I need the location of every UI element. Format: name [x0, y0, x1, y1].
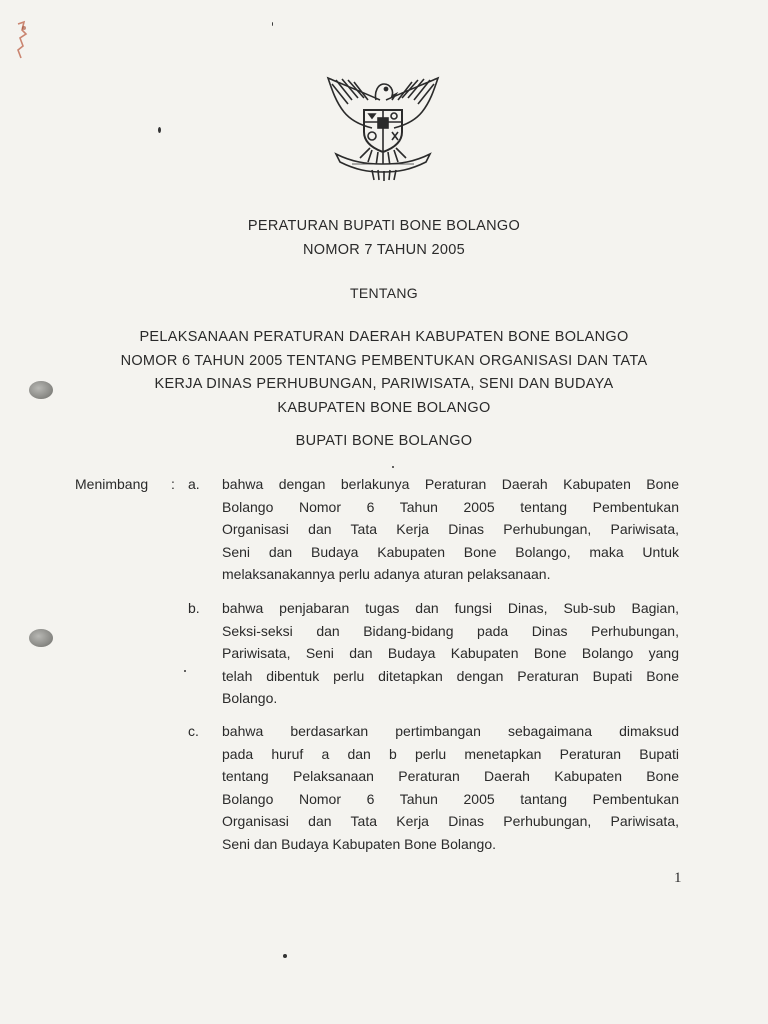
menimbang-colon: :: [171, 476, 175, 492]
garuda-emblem-icon: [322, 70, 444, 182]
paragraph-line: bahwa penjabaran tugas dan fungsi Dinas, Sub-sub Bagian,: [222, 600, 679, 616]
page-number: 1: [674, 870, 682, 886]
scan-speck: [272, 22, 273, 26]
punch-hole: [29, 381, 53, 399]
item-marker-b: b.: [188, 600, 200, 616]
paragraph-line: pada huruf a dan b perlu menetapkan Peraturan Bupati: [222, 745, 679, 762]
paragraph-line: bahwa dengan berlakunya Peraturan Daerah Kabupaten Bone: [222, 476, 679, 492]
scan-speck: [184, 670, 186, 672]
paragraph-line: Bolango.: [222, 690, 278, 706]
paragraph-line: Bolango Nomor 6 Tahun 2005 tantang Pembentukan: [222, 790, 679, 807]
paragraph-line: telah dibentuk perlu ditetapkan dengan Peraturan Bupati Bone: [222, 667, 679, 684]
subject-line: NOMOR 6 TAHUN 2005 TENTANG PEMBENTUKAN ORGANISASI DAN TATA: [120, 352, 648, 369]
subject-line: KERJA DINAS PERHUBUNGAN, PARIWISATA, SENI DAN BUDAYA: [154, 376, 614, 392]
item-marker-c: c.: [188, 723, 199, 739]
tentang-heading: TENTANG: [350, 285, 418, 301]
item-marker-a: a.: [188, 476, 200, 492]
paragraph-line: Pariwisata, Seni dan Budaya Kabupaten Bone Bolango yang: [222, 645, 679, 661]
subject-line: PELAKSANAAN PERATURAN DAERAH KABUPATEN BONE BOLANGO: [139, 329, 629, 345]
scan-speck: [158, 127, 161, 133]
regulation-number: NOMOR 7 TAHUN 2005: [303, 242, 465, 258]
paragraph-line: Organisasi dan Tata Kerja Dinas Perhubungan, Pariwisata,: [222, 813, 679, 829]
regulation-title: PERATURAN BUPATI BONE BOLANGO: [247, 218, 521, 234]
paragraph-line: Bolango Nomor 6 Tahun 2005 tentang Pembentukan: [222, 498, 679, 515]
scan-speck: [283, 954, 287, 958]
subject-line: KABUPATEN BONE BOLANGO: [277, 399, 491, 416]
stain-mark: [12, 20, 34, 60]
scan-speck: [392, 466, 394, 468]
menimbang-label: Menimbang: [75, 476, 149, 492]
regulation-subject: [0, 326, 768, 420]
paragraph-line: Organisasi dan Tata Kerja Dinas Perhubungan, Pariwisata,: [222, 521, 679, 537]
paragraph-line: melaksanakannya perlu adanya aturan pelaksanaan.: [222, 566, 551, 582]
paragraph-line: Seksi-seksi dan Bidang-bidang pada Dinas Perhubungan,: [222, 622, 679, 639]
paragraph-line: bahwa berdasarkan pertimbangan sebagaimana dimaksud: [222, 723, 679, 739]
paragraph-line: Seni dan Budaya Kabupaten Bone Bolango, maka Untuk: [222, 543, 679, 560]
consideration-c: [222, 720, 679, 855]
paragraph-line: Seni dan Budaya Kabupaten Bone Bolango.: [222, 835, 497, 852]
consideration-a: [222, 473, 679, 586]
paragraph-line: tentang Pelaksanaan Peraturan Daerah Kabupaten Bone: [222, 768, 679, 784]
punch-hole: [29, 629, 53, 647]
consideration-b: [222, 597, 679, 710]
authority-heading: BUPATI BONE BOLANGO: [295, 433, 473, 449]
